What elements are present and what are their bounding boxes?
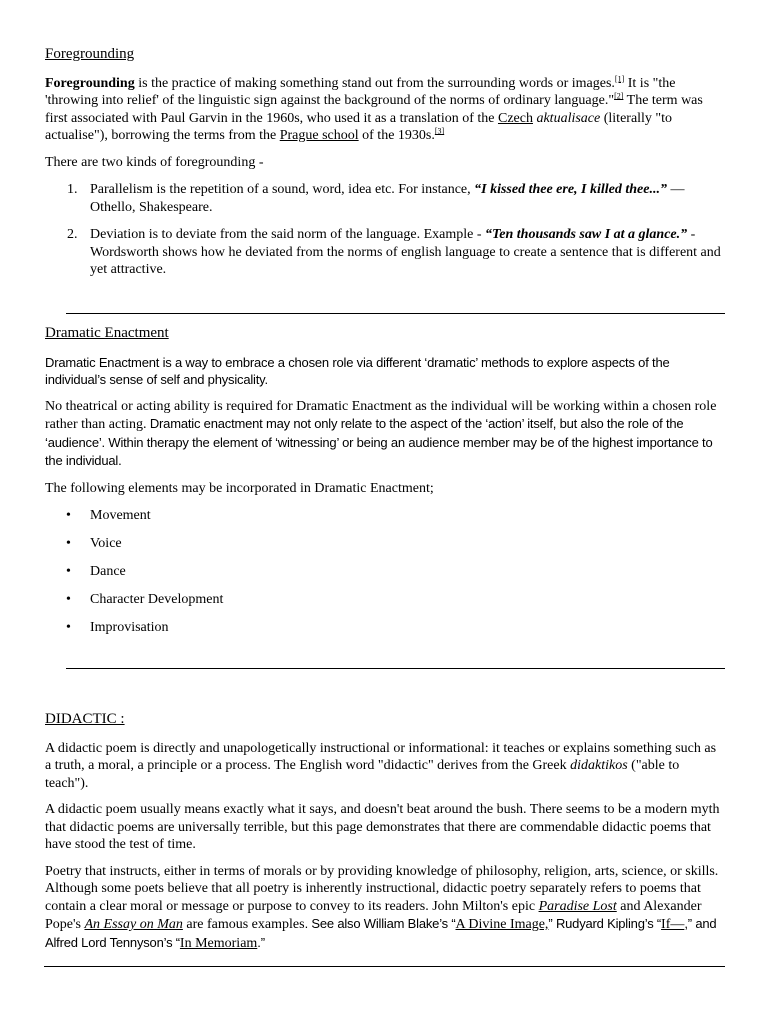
text-span: Dramatic enactment may not only relate to the aspect of the ‘action’ itself, but also the role of the ‘audience’. Within therapy the element of ‘witnessing’ or being an audience member may be of the highest importance to the individual. (45, 416, 713, 468)
dramatic-section (45, 325, 725, 647)
list-item (45, 226, 725, 279)
czech-link[interactable]: Czech (497, 110, 533, 126)
bullet-icon: • (66, 536, 71, 551)
essay-on-man-link[interactable]: An Essay on Man (84, 917, 183, 932)
text-span: ” Rudyard Kipling’s “ (548, 916, 662, 931)
text-span: . See also William Blake’s “ (304, 916, 456, 931)
foregrounding-section (45, 46, 725, 279)
aktualisace-term: aktualisace (536, 110, 601, 126)
text-span: ("able to teach"). (45, 758, 680, 791)
dramatic-paragraph-1: Dramatic Enactment is a way to embrace a chosen role via different ‘dramatic’ methods to explore aspects of the individual’s sense of self and physicality. (45, 354, 670, 387)
didactic-paragraph-1 (45, 740, 725, 793)
didactic-paragraph-3 (45, 863, 725, 953)
footnote-ref-2[interactable]: [2] (614, 91, 624, 101)
list-item (45, 181, 725, 216)
footnote-ref-3[interactable]: [3] (434, 126, 445, 136)
text-span: Poetry that instructs, either in terms of morals or by providing knowledge of philosophy, religion, arts, science, or skills. Although some poets believe that all poetry is inherently instructional, didactic poetry separately refers to poems that contain a clear moral or message or purpose to convey to its readers. John Milton's epic (45, 863, 719, 914)
divine-image-link[interactable]: A Divine Image, (455, 917, 549, 932)
list-item (45, 619, 725, 647)
text-span: No theatrical or acting ability is required for Dramatic Enactment as the individual will be working within a chosen role rather than acting. (45, 398, 717, 432)
bullet-icon: • (66, 508, 71, 523)
text-span: of the 1930s. (358, 128, 435, 143)
section-divider (66, 668, 725, 669)
text-span: A didactic poem is directly and unapologetically instructional or informational: it teaches or explains something such as a truth, a moral, a principle or a process. The English word "didactic" derives from the Greek (45, 740, 717, 773)
list-item (45, 591, 725, 619)
list-number: 2. (67, 227, 78, 242)
paradise-lost-link[interactable]: Paradise Lost (538, 898, 617, 914)
text-span: The term was first associated with Paul Garvin in the 1960s, who used it as a translation of the (45, 93, 703, 126)
foregrounding-paragraph (45, 75, 725, 145)
text-span: are famous examples (182, 917, 305, 932)
text-span: ,” and Alfred Lord Tennyson’s “ (45, 916, 717, 950)
section-divider (44, 966, 725, 967)
text-span: is the practice of making something stand out from the surrounding words or images. (134, 75, 615, 91)
dramatic-paragraph-2 (45, 398, 725, 471)
foregrounding-heading: Foregrounding (45, 46, 135, 62)
didactic-paragraph-2: A didactic poem usually means exactly what it says, and doesn't beat around the bush. There seems to be a modern myth that didactic poems are universally terrible, but this page demonstrates that there are commendable didactic poems that have stood the test of time. (45, 802, 720, 852)
elements-list (45, 507, 725, 647)
list-item (45, 507, 725, 535)
text-span: It is "the 'throwing into relief' of the linguistic sign against the background of the norms of ordinary language." (45, 75, 676, 108)
list-item (45, 535, 725, 563)
foregrounding-list (45, 181, 725, 279)
didaktikos-term: didaktikos (570, 758, 628, 773)
text-span: and Alexander Pope's (45, 898, 702, 932)
text-span: .” (257, 934, 265, 950)
dramatic-paragraph-3: The following elements may be incorporated in Dramatic Enactment; (45, 480, 434, 496)
bullet-label: Voice (90, 536, 122, 551)
othello-quote: “I kissed thee ere, I killed thee...” (474, 182, 667, 197)
wordsworth-quote: “Ten thousands saw I at a glance.” (485, 227, 688, 242)
bullet-icon: • (66, 564, 71, 579)
bullet-label: Character Development (90, 592, 224, 607)
in-memoriam-link[interactable]: In Memoriam (179, 935, 258, 951)
text-span: - Wordsworth shows how he deviated from the norms of english language to create a sentence that is different and yet attractive. (90, 227, 721, 277)
text-span: —Othello, Shakespeare. (90, 182, 685, 215)
dramatic-heading: Dramatic Enactment (45, 325, 169, 341)
bullet-label: Dance (90, 564, 126, 579)
section-divider (66, 313, 725, 314)
kinds-paragraph: There are two kinds of foregrounding - (45, 154, 264, 170)
list-item (45, 563, 725, 591)
didactic-heading: DIDACTIC : (45, 711, 125, 727)
bullet-label: Improvisation (90, 620, 169, 635)
text-span: Deviation is to deviate from the said norm of the language. Example - (90, 227, 485, 242)
bullet-label: Movement (90, 508, 151, 523)
text-span: (literally "to actualise"), borrowing the terms from the (45, 110, 673, 143)
bullet-icon: • (66, 620, 71, 635)
didactic-section (45, 711, 725, 952)
list-number: 1. (67, 182, 78, 197)
prague-school-link[interactable]: Prague school (279, 128, 359, 143)
bullet-icon: • (66, 592, 71, 607)
footnote-ref-1[interactable]: [1] (614, 73, 625, 83)
foregrounding-term: Foregrounding (45, 75, 135, 91)
if-link[interactable]: If— (661, 917, 685, 932)
text-span: Parallelism is the repetition of a sound, word, idea etc. For instance, (90, 182, 475, 197)
